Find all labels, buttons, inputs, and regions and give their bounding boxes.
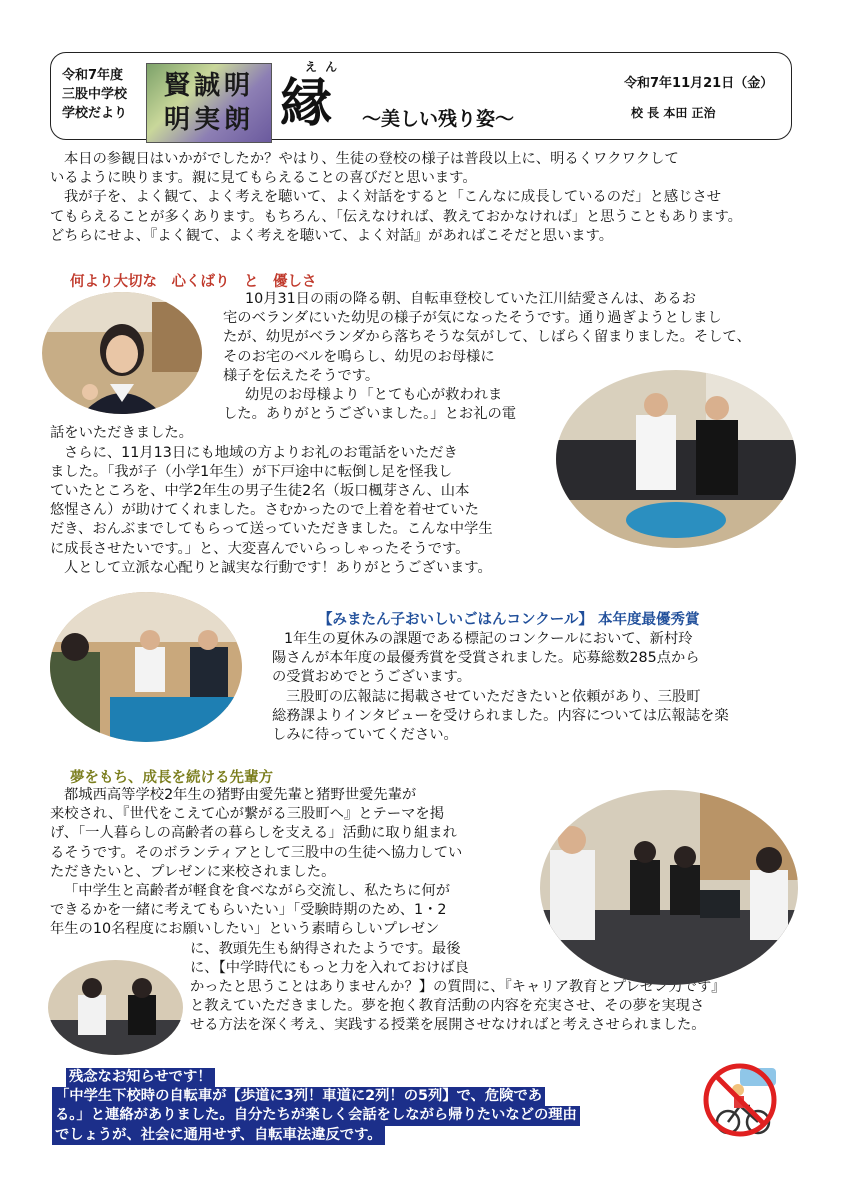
s3-line: ただきたいと、プレゼンに来校されました。 [50,863,336,880]
s3-line: に、【中学時代にもっと力を入れておけば良 [190,959,469,976]
s1-line: 幼児のお母様より「とても心が救われま [245,387,503,404]
s3-line: 来校され、『世代をこえて心が繋がる三股町へ』とテーマを掲 [50,806,445,823]
interview-photo [50,592,242,742]
section3-heading: 夢をもち、成長を続ける先輩方 [70,770,273,786]
presentation-photo [540,790,798,985]
logo-row2: 明実朗 [163,105,254,135]
intro-paragraph [50,150,742,246]
s3-line: 年生の10名程度にお願いしたい」という素晴らしいプレゼン [50,921,440,938]
intro-line: 本日の参観日はいかがでしたか？やはり、生徒の登校の様子は普段以上に、明るくワクワクして [64,151,679,167]
s1-line: ていたところを、中学2年生の男子生徒2名（坂口楓芽さん、山本 [50,483,470,500]
notice-line: 残念なお知らせです！ [66,1068,215,1087]
s3-line: 「中学生と高齢者が軽食を食べながら交流し、私たちに何が [64,883,451,900]
s3-line: に、教頭先生も納得されたようです。最後 [190,940,461,957]
s1-line: そのお宅のベルを鳴らし、幼児のお母様に [223,348,495,365]
intro-line: どちらにせよ、『よく観て、よく考えを聴いて、よく対話』があればこそだと思います。 [50,227,614,244]
principal-name: 校 長 本田 正治 [631,106,716,120]
s3-line: と教えていただきました。夢を抱く教育活動の内容を充実させ、その夢を実現さ [190,998,705,1015]
intro-line: いるように映ります。親に見てもらえることの喜びだと思います。 [50,170,477,187]
s1-line: さらに、11月13日にも地域の方よりお礼のお電話をいただき [64,444,458,461]
section2-body [254,630,729,745]
s2-line: 総務課よりインタビューを受けられました。内容については広報誌を楽 [272,707,729,724]
section1-heading: 何より大切な 心くばり と 優しさ [70,274,317,290]
students-meeting-photo [48,960,183,1055]
bulletin-label: 学校だより [62,106,128,121]
intro-line: てもらえることが多くあります。もちろん、「伝えなければ、教えておかなければ」と思うこともあります。 [50,208,742,225]
s2-line: しみに待っていてください。 [272,727,458,744]
logo-row1: 賢誠明 [163,71,254,101]
s1-line: 人として立派な心配りと誠実な行動です！ありがとうございます。 [64,559,492,576]
s3-line: せる方法を深く考え、実践する授業を展開させなければと考えさせられました。 [190,1017,706,1034]
notice-line: でしょうが、社会に通用せず、自転車法違反です。 [52,1126,385,1145]
no-bicycle-icon [700,1060,780,1140]
s1-line: 10月31日の雨の降る朝、自転車登校していた江川結愛さんは、あるお [245,291,696,307]
school-name: 三股中学校 [62,87,128,102]
s1-line: だき、おんぶまでしてもらって送っていただきました。こんな中学生 [50,521,493,538]
notice-line: 「中学生下校時の自転車が【歩道に3列！車道に2列！の5列】で、危険であ [52,1087,545,1106]
notice-line: る。」と連絡がありました。自分たちが楽しく会話をしながら帰りたいなどの理由 [52,1106,580,1125]
page-subtitle: 〜美しい残り姿〜 [362,108,515,130]
header-info [62,66,127,123]
era-year: 令和7年度 [62,68,124,83]
s1-line: 宅のベランダにいた幼児の様子が気になったそうです。通り過ぎようとしまし [223,310,722,327]
s2-line: 1年生の夏休みの課題である標記のコンクールにおいて、新村玲 [284,631,693,647]
page-title: 縁 [280,73,333,134]
school-motto-logo [146,63,272,143]
s1-line: した。ありがとうございました。」とお礼の電 [223,406,517,423]
s3-line: げ、「一人暮らしの高齢者の暮らしを支える」活動に取り組まれ [50,825,457,842]
s2-line: 三股町の広報誌に掲載させていただきたいと依頼があり、三股町 [286,688,701,705]
s1-line: たが、幼児がベランダから落ちそうな気がして、しばらく留まりました。そして、 [223,329,751,346]
section2-heading: 【みまたん子おいしいごはんコンクール】 本年度最優秀賞 [318,612,700,628]
title-ruby: え ん [305,60,340,74]
s1-line: 悠惺さん）が助けてくれました。さむかったので上着を着せていた [50,502,479,519]
intro-line: 我が子を、よく観て、よく考えを聴いて、よく対話をすると「こんなに成長しているのだ」と感じさせ [64,189,722,206]
notice-block [52,1068,580,1145]
s2-line: の受賞おめでとうございます。 [272,669,472,686]
s3-line: できるかを一緒に考えてもらいたい」「受験時期のため、1・2 [50,902,447,919]
two-boys-photo [556,370,796,548]
s1-line: に成長させたいです。」と、大変喜んでいらっしゃったそうです。 [50,540,470,557]
s3-line: るそうです。そのボランティアとして三股中の生徒へ協力してい [50,844,463,861]
issue-date: 令和7年11月21日（金） [624,76,774,91]
s1-line: 話をいただきました。 [50,425,193,442]
s2-line: 陽さんが本年度の最優秀賞を受賞されました。応募総数285点から [272,650,700,667]
s1-line: ました。「我が子（小学1年生）が下戸途中に転倒し足を怪我し [50,463,453,480]
s3-line: かったと思うことはありませんか？】の質問に、『キャリア教育とプレゼン力です』 [190,979,726,996]
s1-line: 様子を伝えたそうです。 [223,367,380,384]
s3-line: 都城西高等学校2年生の猪野由愛先輩と猪野世愛先輩が [64,787,417,803]
